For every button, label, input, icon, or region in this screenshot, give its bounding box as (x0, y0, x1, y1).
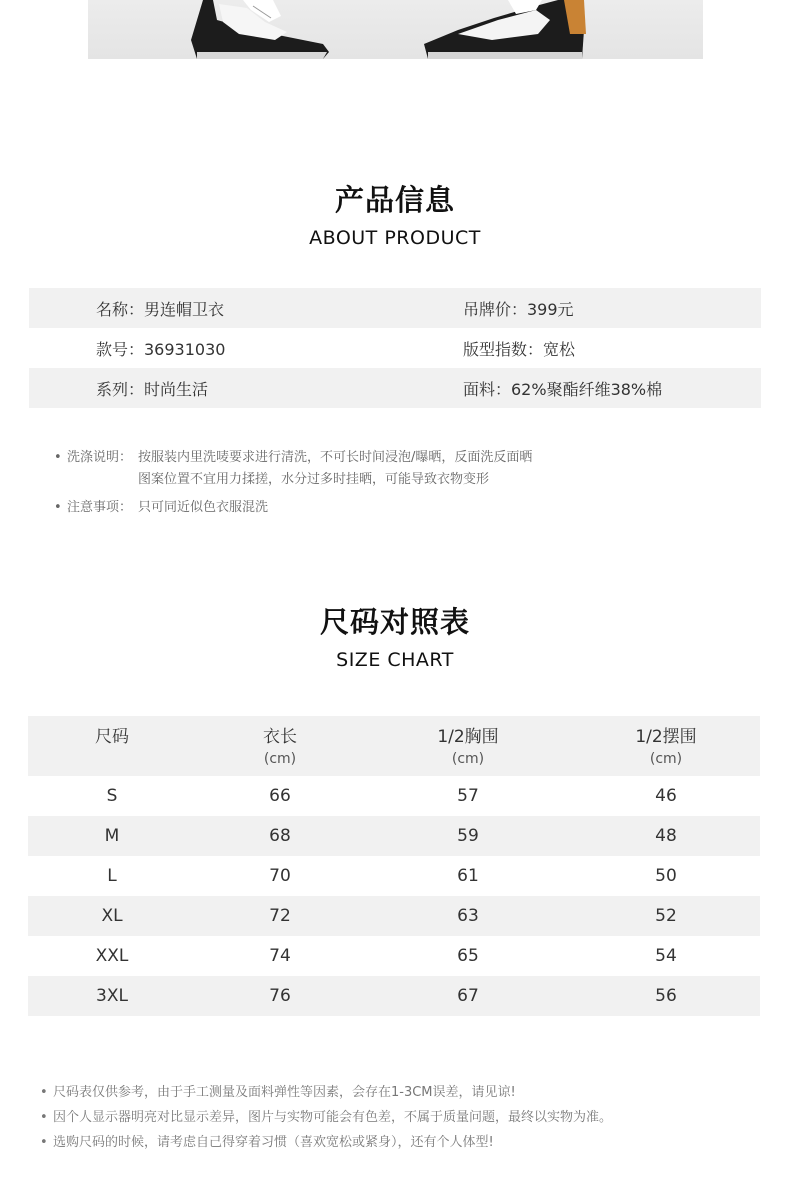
remark-text: 尺码表仅供参考，由于手工测量及面料弹性等因素，会存在1-3CM误差，请见谅! (53, 1085, 516, 1100)
table-row (28, 816, 760, 856)
info-style-number: 款号：36931030 (96, 339, 226, 359)
product-info-title-en: ABOUT PRODUCT (309, 227, 481, 249)
table-row (28, 896, 760, 936)
cell-size: S (106, 786, 118, 806)
table-row (28, 976, 760, 1016)
indent-spacer (67, 469, 138, 491)
cell-hem: 50 (655, 866, 677, 886)
info-fabric: 面料：62%聚酯纤维38%棉 (463, 379, 663, 399)
info-name: 名称：男连帽卫衣 (96, 299, 225, 319)
wash-text-line2: 图案位置不宜用力揉搓，水分过多时挂晒，可能导致衣物变形 (138, 472, 490, 487)
cell-chest: 57 (457, 786, 479, 806)
list-item (40, 1105, 612, 1130)
info-fit-index: 版型指数：宽松 (463, 339, 576, 359)
size-chart-title-en: SIZE CHART (336, 649, 454, 671)
care-label: 注意事项： (67, 500, 133, 515)
bullet-icon: • (40, 1135, 48, 1150)
indent-spacer (54, 469, 67, 491)
header-length (196, 716, 364, 776)
info-row (29, 368, 761, 408)
table-row (28, 936, 760, 976)
header-size-label: 尺码 (95, 727, 129, 747)
cell-size: L (107, 866, 117, 886)
cell-length: 68 (269, 826, 291, 846)
cell-length: 66 (269, 786, 291, 806)
cell-chest: 65 (457, 946, 479, 966)
product-photo (88, 0, 703, 59)
header-length-label: 衣长 (263, 727, 297, 747)
cell-hem: 46 (655, 786, 677, 806)
cell-chest: 61 (457, 866, 479, 886)
wash-label: 洗涤说明： (67, 450, 133, 465)
bullet-icon: • (40, 1085, 48, 1100)
cell-hem: 56 (655, 986, 677, 1006)
bullet-icon: • (54, 450, 62, 465)
table-row (28, 856, 760, 896)
cell-length: 74 (269, 946, 291, 966)
wash-instructions-cont (54, 469, 532, 491)
header-size (28, 716, 196, 776)
table-row (28, 776, 760, 816)
cell-chest: 59 (457, 826, 479, 846)
cell-hem: 48 (655, 826, 677, 846)
info-series: 系列：时尚生活 (96, 379, 209, 399)
remark-text: 选购尺码的时候，请考虑自己得穿着习惯（喜欢宽松或紧身），还有个人体型! (53, 1135, 494, 1150)
info-tag-price: 吊牌价：399元 (463, 299, 574, 319)
size-table-header (28, 716, 760, 776)
product-info-table (29, 288, 761, 408)
size-chart-heading (0, 600, 790, 671)
cell-chest: 67 (457, 986, 479, 1006)
sneaker-left-image (183, 0, 333, 59)
cell-chest: 63 (457, 906, 479, 926)
cell-size: 3XL (96, 986, 128, 1006)
product-info-heading (0, 178, 790, 249)
bullet-icon: • (40, 1110, 48, 1125)
cell-size: XXL (95, 946, 129, 966)
header-chest-unit: (cm) (451, 751, 485, 767)
size-chart-table (28, 716, 760, 1016)
product-info-title-cn: 产品信息 (334, 183, 455, 217)
cell-length: 76 (269, 986, 291, 1006)
sneaker-right-image (418, 0, 588, 59)
size-chart-title-cn: 尺码对照表 (319, 605, 470, 639)
cell-length: 70 (269, 866, 291, 886)
header-chest-label: 1/2胸围 (437, 727, 499, 747)
info-row (29, 288, 761, 328)
wash-instructions (54, 447, 532, 469)
cell-size: M (104, 826, 120, 846)
header-hem (572, 716, 760, 776)
header-hem-label: 1/2摆围 (635, 727, 697, 747)
header-hem-unit: (cm) (649, 751, 683, 767)
bullet-icon: • (54, 500, 62, 515)
info-row (29, 328, 761, 368)
header-chest (364, 716, 572, 776)
remark-text: 因个人显示器明亮对比显示差异，图片与实物可能会有色差，不属于质量问题，最终以实物为准。 (53, 1110, 613, 1125)
header-length-unit: (cm) (263, 751, 297, 767)
wash-text-line1: 按服装内里洗唛要求进行清洗，不可长时间浸泡/曝晒，反面洗反面晒 (138, 450, 533, 465)
care-notes (54, 447, 532, 519)
care-text: 只可同近似色衣服混洗 (138, 500, 269, 515)
list-item (40, 1080, 612, 1105)
size-remarks (40, 1080, 612, 1155)
cell-length: 72 (269, 906, 291, 926)
cell-hem: 52 (655, 906, 677, 926)
care-attention (54, 497, 532, 519)
cell-size: XL (101, 906, 123, 926)
list-item (40, 1130, 612, 1155)
cell-hem: 54 (655, 946, 677, 966)
